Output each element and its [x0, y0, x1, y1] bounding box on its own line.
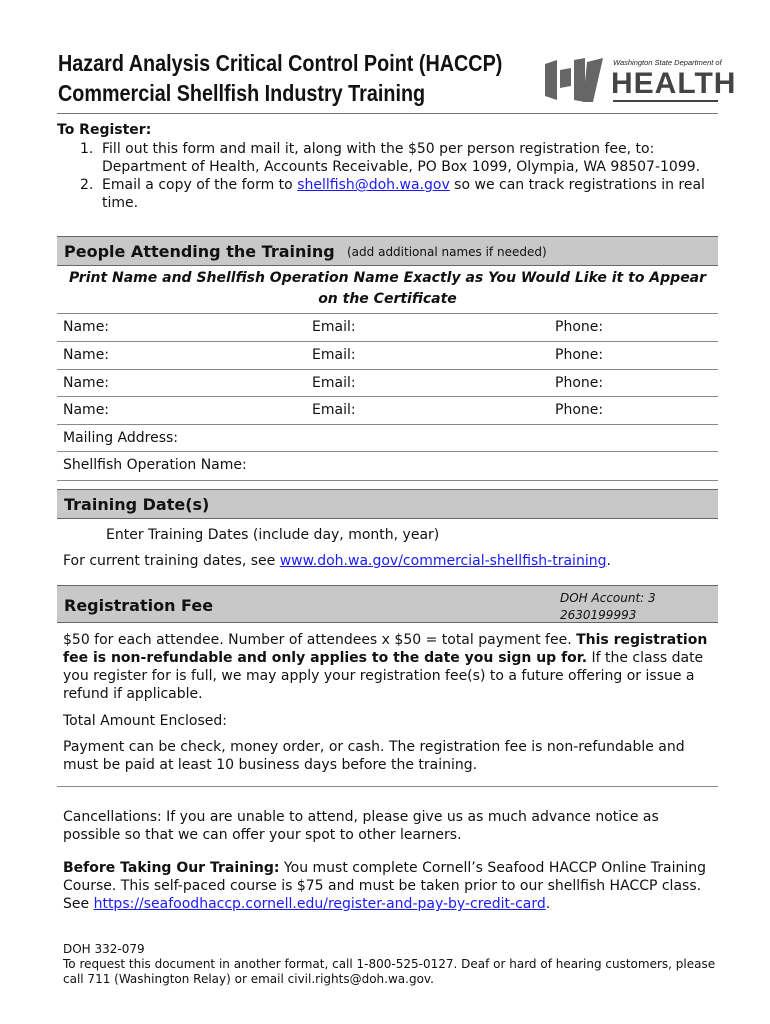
fee-section-end	[57, 786, 718, 787]
fee-heading: Registration Fee	[64, 596, 214, 615]
people-note: (add additional names if needed)	[347, 245, 547, 259]
attendee-row	[57, 369, 718, 396]
register-heading: To Register:	[57, 122, 152, 138]
doh-logo	[543, 56, 737, 104]
total-amount-field[interactable]: Total Amount Enclosed:	[63, 713, 227, 729]
title-line-1: Hazard Analysis Critical Control Point (HACCP)	[58, 50, 503, 76]
phone-field[interactable]: Phone:	[555, 347, 604, 363]
current-dates-text	[63, 552, 713, 570]
attendee-row	[57, 341, 718, 368]
email-field[interactable]: Email:	[312, 375, 356, 391]
cornell-registration-link[interactable]: https://seafoodhaccp.cornell.edu/register-and-pay-by-credit-card	[93, 896, 546, 912]
operation-name-row	[57, 451, 718, 478]
step-text: Fill out this form and mail it, along with the $50 per person registration fee, to: Department of Health, Accounts Receivable, PO Box 1099, Olympia, WA 98507-1099.	[102, 141, 701, 175]
people-section-header	[57, 236, 718, 266]
mailing-address-field[interactable]: Mailing Address:	[63, 430, 179, 446]
email-field[interactable]: Email:	[312, 319, 356, 335]
phone-field[interactable]: Phone:	[555, 319, 604, 335]
payment-text: Payment can be check, money order, or cash. The registration fee is non-refundable and must be paid at least 10 business days before the training.	[63, 739, 685, 773]
people-section-end	[57, 480, 718, 481]
certificate-instruction: Print Name and Shellfish Operation Name Exactly as You Would Like it to Appear on the Certificate	[68, 270, 707, 307]
people-heading: People Attending the Training	[64, 242, 335, 261]
logo-subtitle: Washington State Department of	[613, 58, 722, 67]
doh-account-line-2: 2630199993	[560, 608, 637, 622]
page-title	[58, 48, 503, 108]
before-training-body: You must complete Cornell’s Seafood HACCP Online Training Course. This self-paced course is $75 and must be taken prior to our shellfish HACCP class. See	[63, 860, 707, 912]
current-dates-after: .	[606, 553, 611, 569]
register-step-1	[80, 140, 722, 176]
doh-account-line-1: DOH Account: 3	[560, 591, 656, 605]
before-training-label: Before Taking Our Training:	[63, 860, 280, 876]
name-field[interactable]: Name:	[63, 402, 110, 418]
phone-field[interactable]: Phone:	[555, 375, 604, 391]
operation-name-field[interactable]: Shellfish Operation Name:	[63, 457, 247, 473]
step-number: 1.	[80, 141, 94, 157]
name-field[interactable]: Name:	[63, 347, 110, 363]
fee-section-header	[57, 585, 718, 623]
name-field[interactable]: Name:	[63, 375, 110, 391]
logo-wordmark: HEALTH	[611, 67, 737, 100]
logo-underline	[613, 100, 718, 102]
fee-description-text: $50 for each attendee. Number of attendees x $50 = total payment fee.	[63, 632, 577, 648]
register-step-2	[80, 176, 722, 212]
step-text-before: Email a copy of the form to	[102, 177, 298, 193]
before-training-text	[63, 859, 713, 913]
attendee-row	[57, 396, 718, 423]
enter-dates-field[interactable]: Enter Training Dates (include day, month, year)	[106, 527, 440, 543]
doh-account	[560, 590, 656, 624]
fee-description-rest: If the class date you register for is full, we may apply your registration fee(s) to a future offering or issue a refund if applicable.	[63, 650, 704, 702]
before-training-after: .	[545, 896, 551, 912]
dates-section-header	[57, 489, 718, 519]
header-divider	[57, 113, 718, 114]
title-line-2: Commercial Shellfish Industry Training	[58, 80, 426, 106]
attendee-row	[57, 313, 718, 340]
phone-field[interactable]: Phone:	[555, 402, 604, 418]
current-dates-before: For current training dates, see	[63, 553, 280, 569]
fee-nonrefundable-text: This registration fee is non-refundable and only applies to the date you sign up for.	[63, 632, 708, 666]
step-number: 2.	[80, 177, 94, 193]
step-text-after: so we can track registrations in real time.	[102, 177, 705, 211]
mailing-address-row	[57, 424, 718, 451]
shellfish-email-link[interactable]: shellfish@doh.wa.gov	[297, 177, 450, 193]
name-field[interactable]: Name:	[63, 319, 110, 335]
cancellations-text: Cancellations: If you are unable to attend, please give us as much advance notice as possible so that we can offer your spot to other learners.	[63, 809, 659, 843]
doh-logo-mark-icon	[543, 56, 605, 104]
accessibility-notice: To request this document in another format, call 1-800-525-0127. Deaf or hard of hearing customers, please call 711 (Washington Relay) or email civil.rights@doh.wa.gov.	[63, 957, 716, 986]
training-dates-link[interactable]: www.doh.wa.gov/commercial-shellfish-training	[279, 553, 607, 569]
register-steps	[80, 140, 722, 212]
document-number: DOH 332-079	[63, 942, 145, 956]
fee-description	[63, 631, 713, 703]
email-field[interactable]: Email:	[312, 402, 356, 418]
dates-heading: Training Date(s)	[64, 495, 210, 514]
email-field[interactable]: Email:	[312, 347, 356, 363]
